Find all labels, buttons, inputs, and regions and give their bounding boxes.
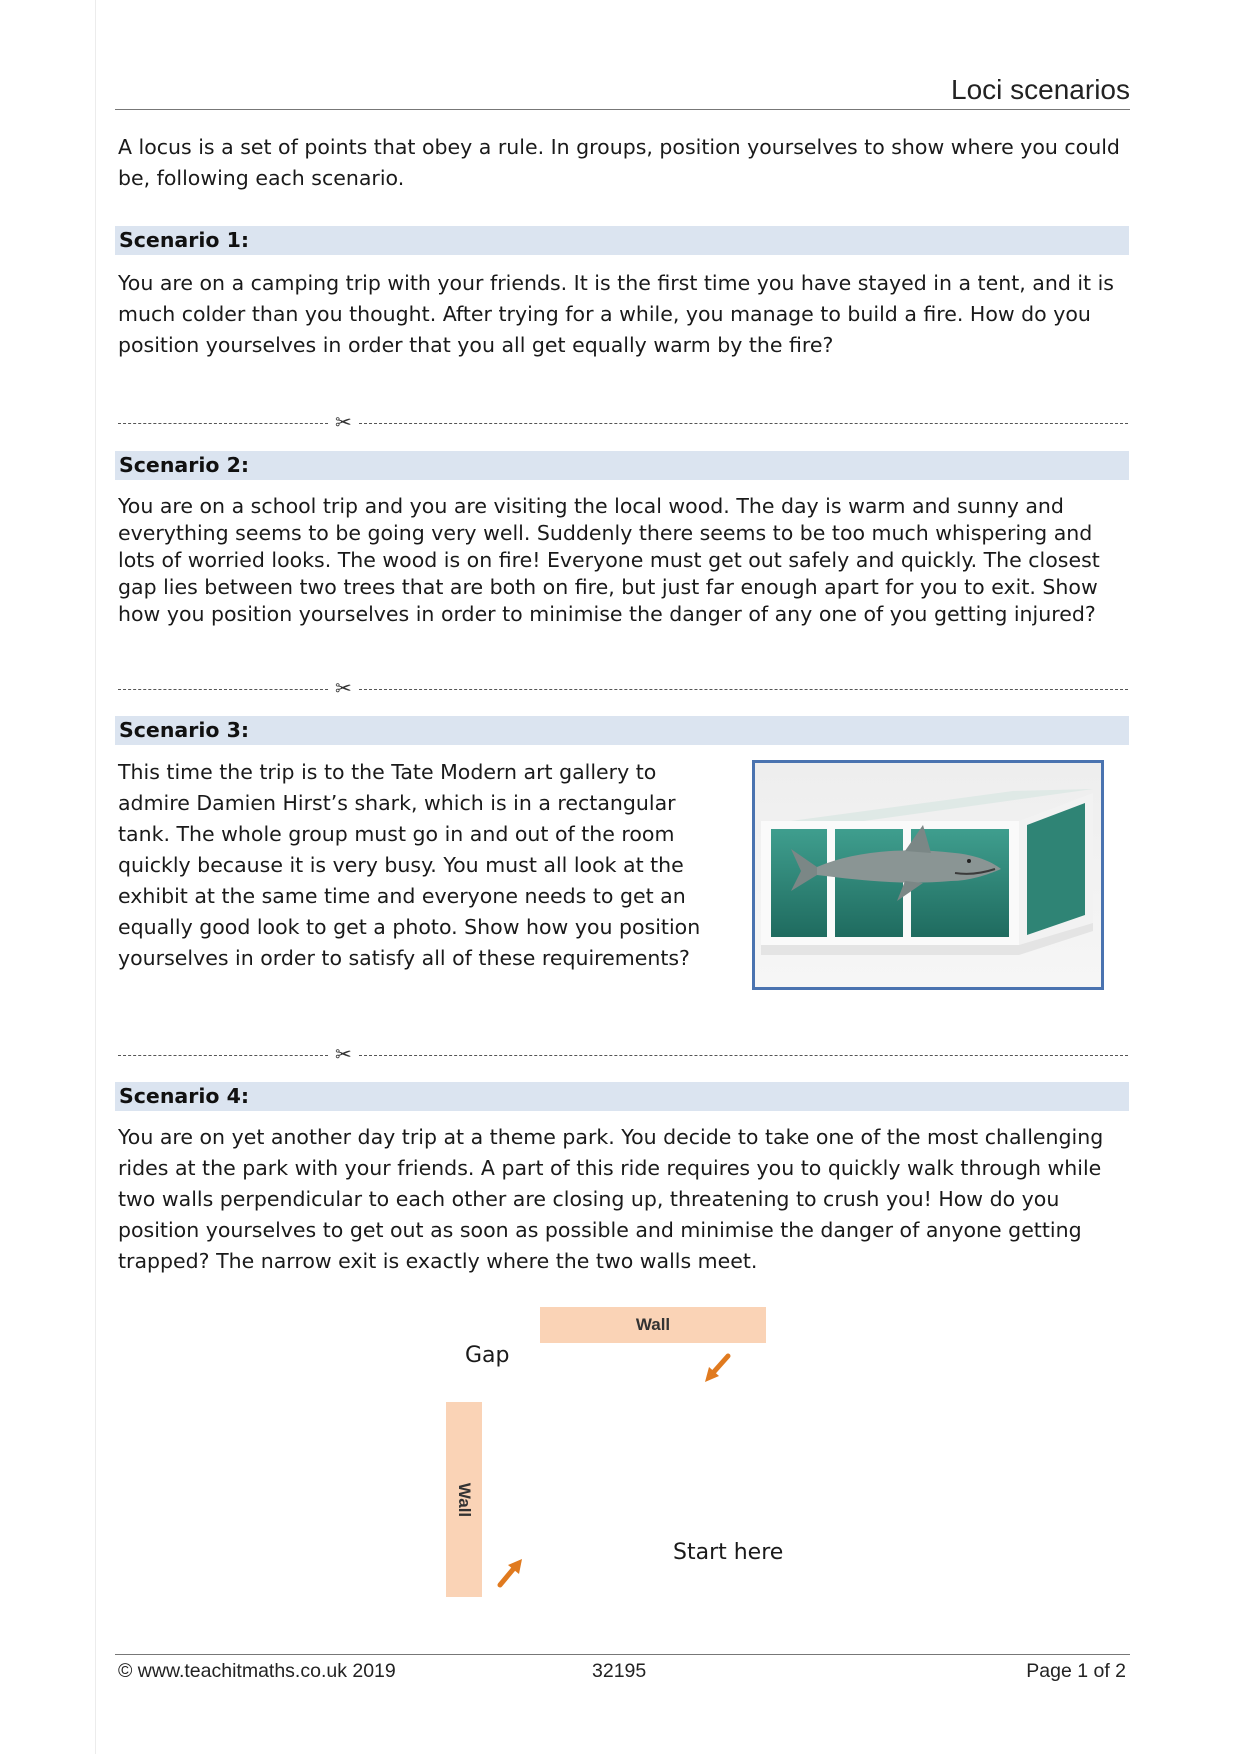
scenario-3-text: This time the trip is to the Tate Modern art gallery to admire Damien Hirst’s shark, which is in a rectangular tank. The whole group must go in and out of the room quickly because it is very busy. You must all look at the exhibit at the same time and everyone needs to get an equally good look to get a photo. Show how you position yourselves in order to satisfy all of these requirements?: [118, 760, 701, 970]
side-wall-label: Wall: [455, 1482, 474, 1517]
scissors-icon: ✂: [335, 410, 352, 434]
scenario-1-heading: Scenario 1:: [119, 228, 250, 252]
footer-copyright: © www.teachitmaths.co.uk 2019: [118, 1660, 396, 1682]
gap-label: Gap: [465, 1343, 510, 1368]
scenario-4-text: You are on yet another day trip at a theme park. You decide to take one of the most challenging rides at the park with your friends. A part of this ride requires you to quickly walk through while two walls perpendicular to each other are closing up, threatening to crush you! How do you position yourselves to get out as soon as possible and minimise the danger of anyone getting trapped? The narrow exit is exactly where the two walls meet.: [118, 1125, 1104, 1273]
page-title: Loci scenarios: [951, 74, 1130, 105]
top-wall-label: Wall: [635, 1315, 671, 1334]
scenario-3-heading: Scenario 3:: [119, 718, 250, 742]
start-here-label: Start here: [673, 1540, 784, 1565]
arrow-down-left-icon: [705, 1356, 728, 1382]
scenario-1-text: You are on a camping trip with your friends. It is the first time you have stayed in a tent, and it is much colder than you thought. After trying for a while, you manage to build a fire. How do you position yourselves in order that you all get equally warm by the fire?: [118, 271, 1114, 357]
scenario-4-heading: Scenario 4:: [119, 1084, 250, 1108]
scenario-2-heading: Scenario 2:: [119, 453, 250, 477]
scissors-icon: ✂: [335, 676, 352, 700]
scenario-2-text: You are on a school trip and you are visiting the local wood. The day is warm and sunny and everything seems to be going very well. Suddenly there seems to be too much whispering and lots of worried looks. The wood is on fire! Everyone must get out safely and quickly. The closest gap lies between two trees that are both on fire, but just far enough apart for you to exit. Show how you position yourselves in order to minimise the danger of any one of you getting injured?: [118, 494, 1100, 626]
footer-page-number: Page 1 of 2: [1026, 1660, 1126, 1682]
footer-resource-code: 32195: [592, 1660, 647, 1682]
intro-text: A locus is a set of points that obey a rule. In groups, position yourselves to show where you could be, following each scenario.: [118, 135, 1120, 190]
footer-divider: [115, 1654, 1130, 1655]
scissors-icon: ✂: [335, 1042, 352, 1066]
arrow-up-right-icon: [500, 1559, 522, 1585]
